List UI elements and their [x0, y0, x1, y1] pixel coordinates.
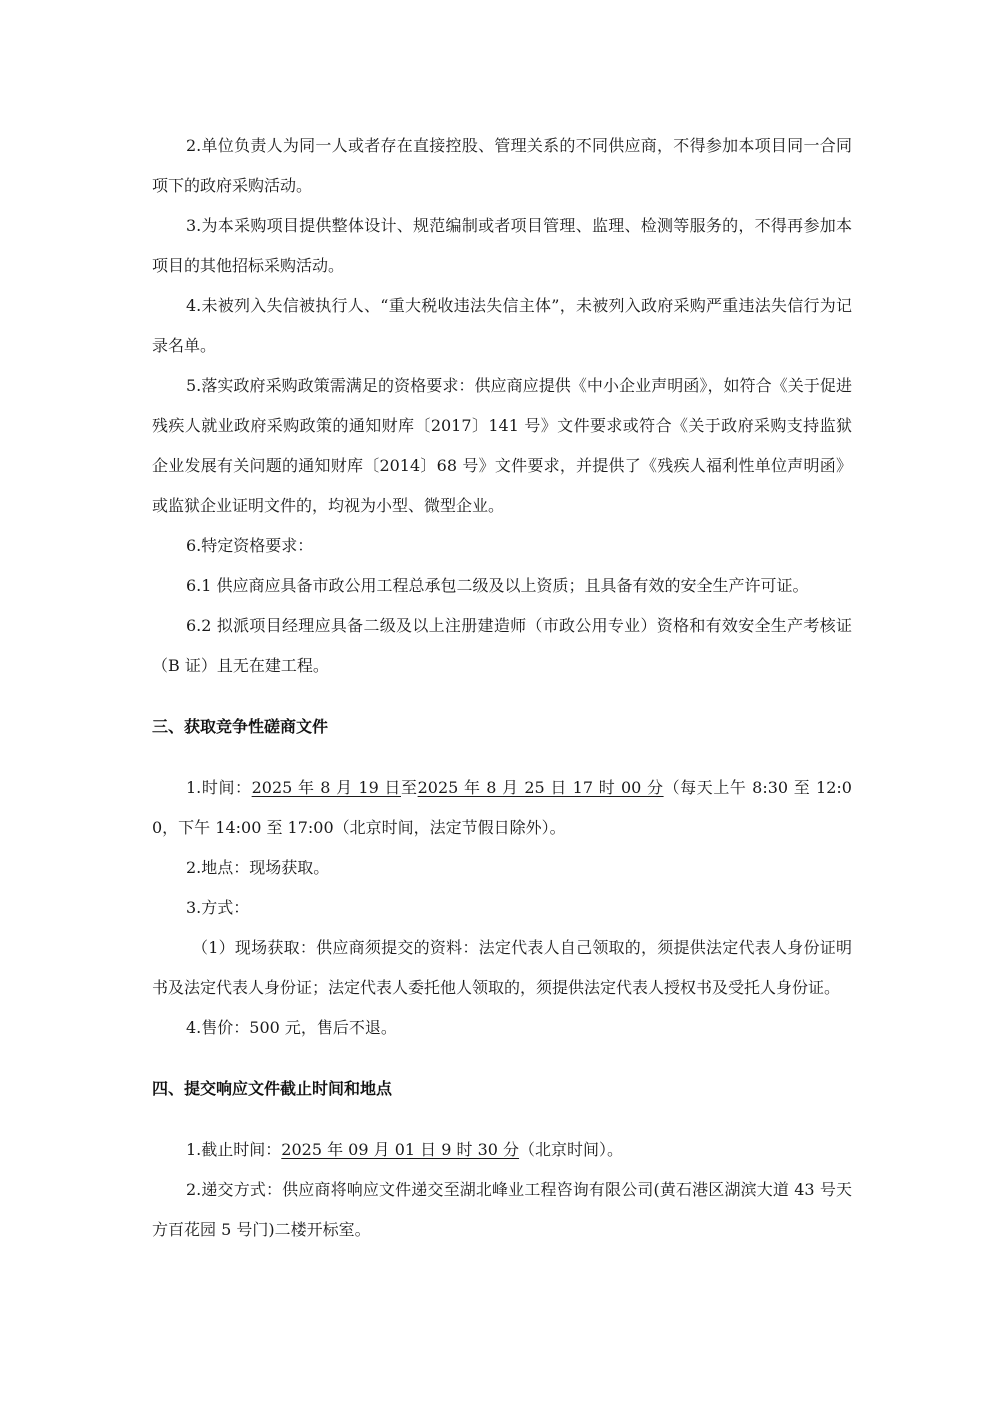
obtain-time-hours: （每天上午 8:30 至 12:00，下午 14:00 至 17:00（北京时间，法定节假日除外）。: [152, 778, 852, 837]
obtain-time-to: 至: [401, 778, 418, 797]
obtain-method: 3.方式：: [186, 898, 250, 917]
section-heading-obtain-documents: 三、获取竞争性磋商文件: [152, 717, 329, 736]
obtain-time-label: 1.时间：: [186, 778, 252, 797]
requirement-item-6: 6.特定资格要求：: [186, 536, 314, 555]
deadline-label: 1.截止时间：: [186, 1140, 282, 1159]
deadline-timezone: （北京时间）。: [519, 1140, 624, 1159]
requirement-item-3: 3.为本采购项目提供整体设计、规范编制或者项目管理、监理、检测等服务的，不得再参加本项目的其他招标采购活动。: [152, 216, 852, 275]
obtain-time: [152, 768, 852, 848]
deadline-value: 2025 年 09 月 01 日 9 时 30 分: [281, 1140, 520, 1159]
obtain-price: 4.售价：500 元，售后不退。: [186, 1018, 397, 1037]
requirement-item-5: 5.落实政府采购政策需满足的资格要求：供应商应提供《中小企业声明函》，如符合《关于促进残疾人就业政府采购政策的通知财库〔2017〕141 号》文件要求或符合《关于政府采购支持监狱企业发展有关问题的通知财库〔2014〕68 号》文件要求，并提供了《残疾人福利性单位声明函》或监狱企业证明文件的，均视为小型、微型企业。: [152, 376, 852, 515]
section-heading-submission: 四、提交响应文件截止时间和地点: [152, 1079, 393, 1098]
submission-deadline: [152, 1130, 852, 1170]
requirement-item-6-2: 6.2 拟派项目经理应具备二级及以上注册建造师（市政公用专业）资格和有效安全生产考核证（B 证）且无在建工程。: [152, 616, 852, 675]
submission-method: 2.递交方式：供应商将响应文件递交至湖北峰业工程咨询有限公司(黄石港区湖滨大道 43 号天方百花园 5 号门)二楼开标室。: [152, 1180, 852, 1239]
requirement-item-4: 4.未被列入失信被执行人、“重大税收违法失信主体”，未被列入政府采购严重违法失信行为记录名单。: [152, 296, 852, 355]
obtain-time-end: 2025 年 8 月 25 日 17 时 00 分: [417, 778, 664, 797]
requirement-item-2: 2.单位负责人为同一人或者存在直接控股、管理关系的不同供应商，不得参加本项目同一合同项下的政府采购活动。: [152, 136, 852, 195]
obtain-place: 2.地点：现场获取。: [186, 858, 330, 877]
requirement-item-6-1: 6.1 供应商应具备市政公用工程总承包二级及以上资质；且具备有效的安全生产许可证。: [186, 576, 809, 595]
obtain-time-start: 2025 年 8 月 19 日: [251, 778, 402, 797]
document-page: [152, 126, 852, 1250]
obtain-method-detail: （1）现场获取：供应商须提交的资料：法定代表人自己领取的，须提供法定代表人身份证明书及法定代表人身份证；法定代表人委托他人领取的，须提供法定代表人授权书及受托人身份证。: [152, 938, 852, 997]
